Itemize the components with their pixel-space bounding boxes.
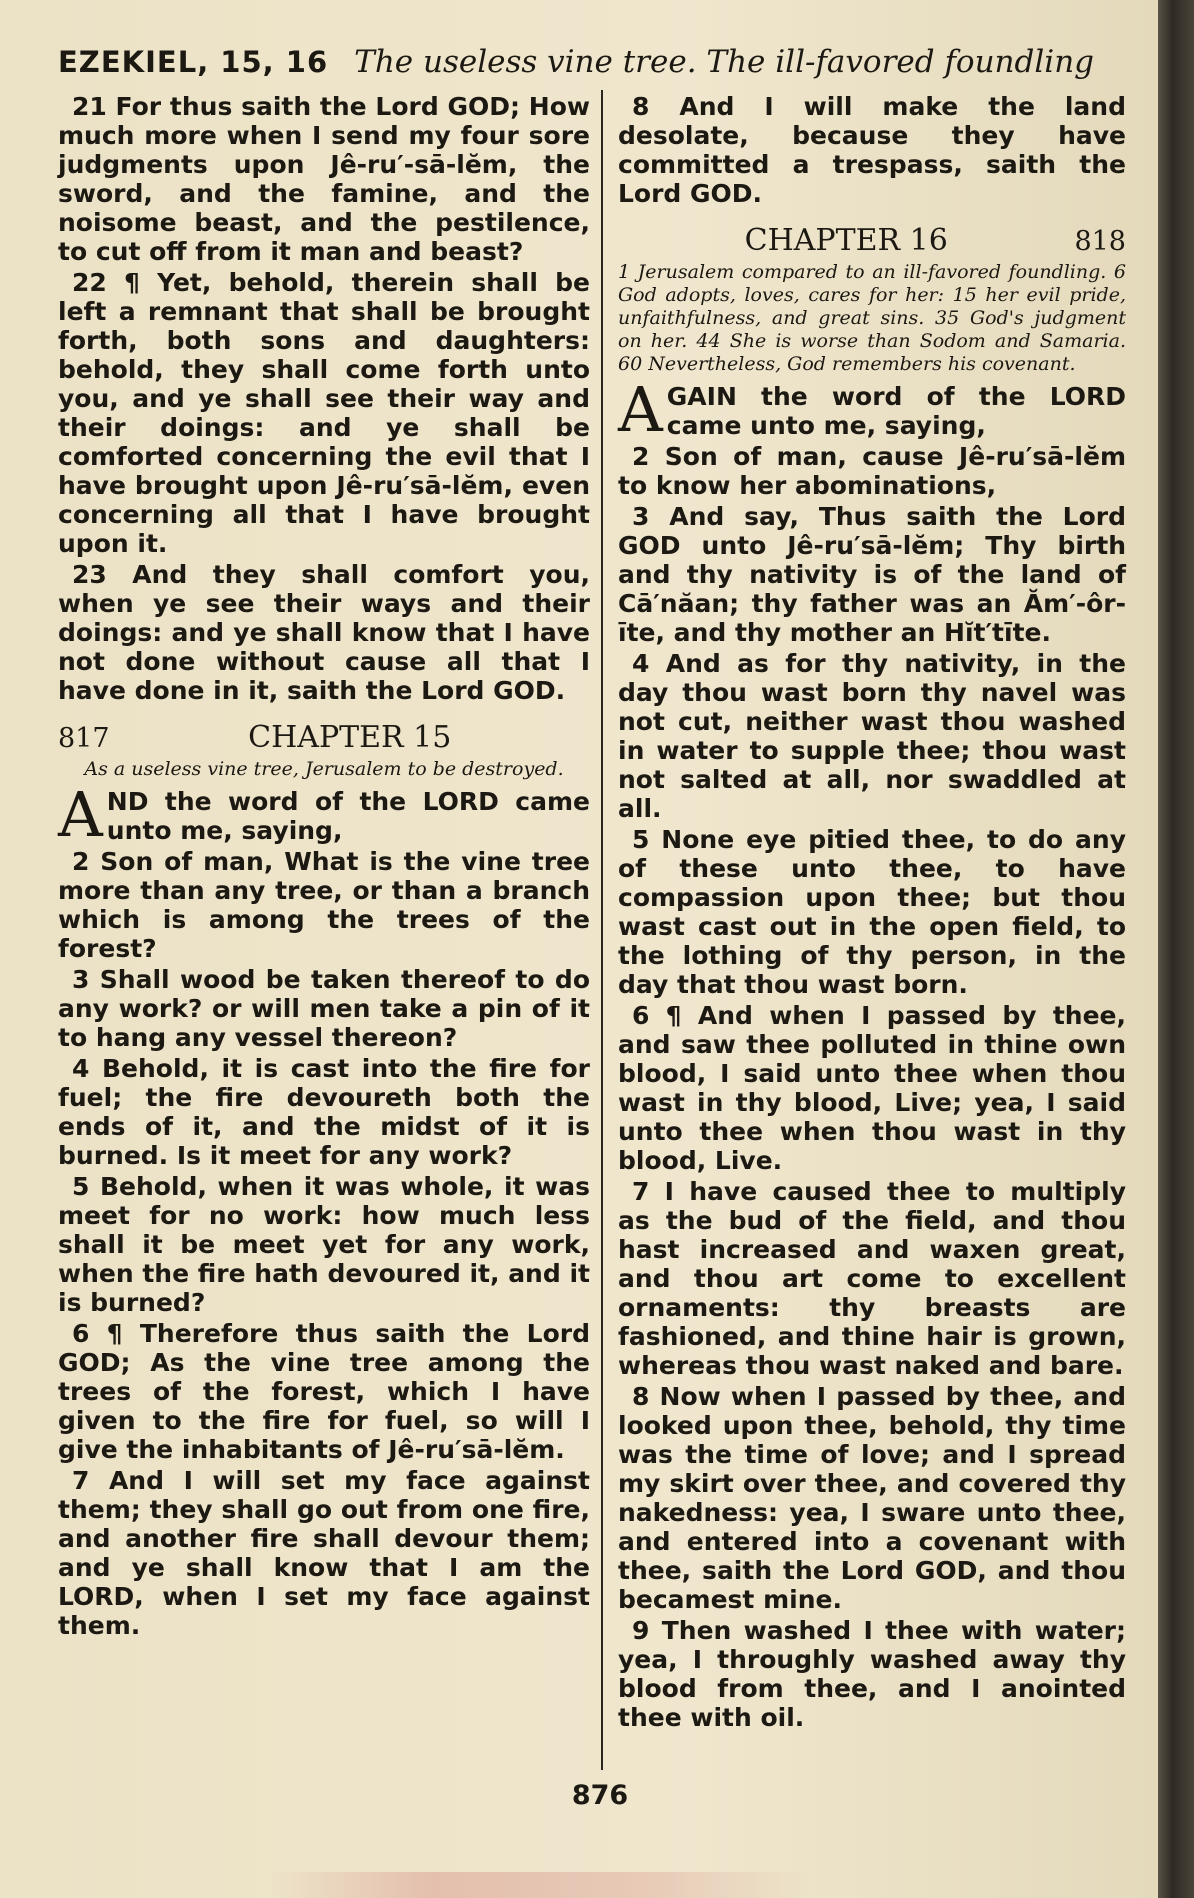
running-header xyxy=(58,42,1118,82)
dropcap-16: A xyxy=(618,373,663,446)
verse-16-7: 7 I have caused thee to multiply as the bud of the field, and thou hast increased and waxen great, and thou art come to excellent ornaments: thy breasts are fashioned, and thine hair is grown, whereas thou wast naked and bare. xyxy=(618,1177,1126,1380)
verse-16-9: 9 Then washed I thee with water; yea, I throughly washed away thy blood from thee, and I anointed thee with oil. xyxy=(618,1616,1126,1732)
paper-stain xyxy=(270,1872,810,1898)
dropcap-15: A xyxy=(58,778,103,851)
chapter-16-summary: 1 Jerusalem compared to an ill-favored foundling. 6 God adopts, loves, cares for her: 15 her evil pride, unfaithfulness, and great sins. 35 God's judgment on her. 44 She is worse than Sodom and Samaria. 60 Nevertheless, God remembers his covenant. xyxy=(618,261,1126,375)
column-divider xyxy=(601,90,603,1770)
verse-15-1 xyxy=(58,778,590,851)
verse-15-4: 4 Behold, it is cast into the fire for fuel; the fire devoureth both the ends of it, and the midst of it is burned. Is it meet for any work? xyxy=(58,1054,590,1170)
verse-16-1-text: GAIN the word of the LORD came unto me, saying, xyxy=(666,382,1126,440)
verse-16-3: 3 And say, Thus saith the Lord GOD unto Jê-ru′sā-lĕm; Thy birth and thy nativity is of the land of Cā′năan; thy father was an Ăm′-ôr-īte, and thy mother an Hĭt′tīte. xyxy=(618,502,1126,647)
verse-15-3: 3 Shall wood be taken thereof to do any work? or will men take a pin of it to hang any vessel thereon? xyxy=(58,965,590,1052)
verse-14-21: 21 For thus saith the Lord GOD; How much more when I send my four sore judgments upon Jê-ru′-sā-lĕm, the sword, and the famine, and the noisome beast, and the pestilence, to cut off from it man and beast? xyxy=(58,92,590,266)
verse-16-1 xyxy=(618,373,1126,446)
verse-16-8: 8 Now when I passed by thee, and looked upon thee, behold, thy time was the time of love; and I spread my skirt over thee, and covered thy nakedness: yea, I sware unto thee, and entered into a covenant with thee, saith the Lord GOD, and thou becamest mine. xyxy=(618,1382,1126,1614)
verse-14-22: 22 ¶ Yet, behold, therein shall be left a remnant that shall be brought forth, both sons and daughters: behold, they shall come forth unto you, and ye shall see their way and their doings: and ye shall be comforted concerning the evil that I have brought upon Jê-ru′sā-lĕm, even concerning all that I have brought upon it. xyxy=(58,268,590,558)
chapter-16-heading xyxy=(618,222,1126,261)
verse-16-2: 2 Son of man, cause Jê-ru′sā-lĕm to know her abominations, xyxy=(618,442,1126,500)
verse-16-4: 4 And as for thy nativity, in the day thou wast born thy navel was not cut, neither wast thou washed in water to supple thee; thou wast not salted at all, nor swaddled at all. xyxy=(618,649,1126,823)
verse-16-6: 6 ¶ And when I passed by thee, and saw thee polluted in thine own blood, I said unto thee when thou wast in thy blood, Live; yea, I said unto thee when thou wast in thy blood, Live. xyxy=(618,1001,1126,1175)
header-book: EZEKIEL, 15, 16 xyxy=(58,45,329,79)
verse-15-8: 8 And I will make the land desolate, because they have committed a trespass, saith the Lord GOD. xyxy=(618,92,1126,208)
header-topic: The useless vine tree. The ill-favored foundling xyxy=(354,44,1095,80)
chapter-15-heading xyxy=(58,719,590,758)
verse-15-5: 5 Behold, when it was whole, it was meet for no work: how much less shall it be meet yet for any work, when the fire hath devoured it, and it is burned? xyxy=(58,1172,590,1317)
verse-16-5: 5 None eye pitied thee, to do any of these unto thee, to have compassion upon thee; but thou wast cast out in the open field, to the lothing of thy person, in the day that thou wast born. xyxy=(618,825,1126,999)
right-column xyxy=(618,92,1126,1734)
chapter-15-ref: 817 xyxy=(58,723,110,754)
verse-15-1-text: ND the word of the LORD came unto me, saying, xyxy=(106,787,590,845)
verse-15-6: 6 ¶ Therefore thus saith the Lord GOD; As the vine tree among the trees of the forest, which I have given to the fire for fuel, so will I give the inhabitants of Jê-ru′sā-lĕm. xyxy=(58,1319,590,1464)
verse-14-23: 23 And they shall comfort you, when ye see their ways and their doings: and ye shall know that I have not done without cause all that I have done in it, saith the Lord GOD. xyxy=(58,560,590,705)
left-column xyxy=(58,92,590,1642)
verse-15-7: 7 And I will set my face against them; they shall go out from one fire, and another fire shall devour them; and ye shall know that I am the LORD, when I set my face against them. xyxy=(58,1466,590,1640)
chapter-15-summary: As a useless vine tree, Jerusalem to be destroyed. xyxy=(84,758,564,780)
verse-15-2: 2 Son of man, What is the vine tree more than any tree, or than a branch which is among the trees of the forest? xyxy=(58,847,590,963)
chapter-15-title: CHAPTER 15 xyxy=(248,720,452,755)
chapter-16-title: CHAPTER 16 xyxy=(744,223,948,258)
page-number: 876 xyxy=(571,1780,629,1811)
book-binding-edge xyxy=(1158,0,1194,1898)
chapter-16-ref: 818 xyxy=(1074,226,1126,257)
